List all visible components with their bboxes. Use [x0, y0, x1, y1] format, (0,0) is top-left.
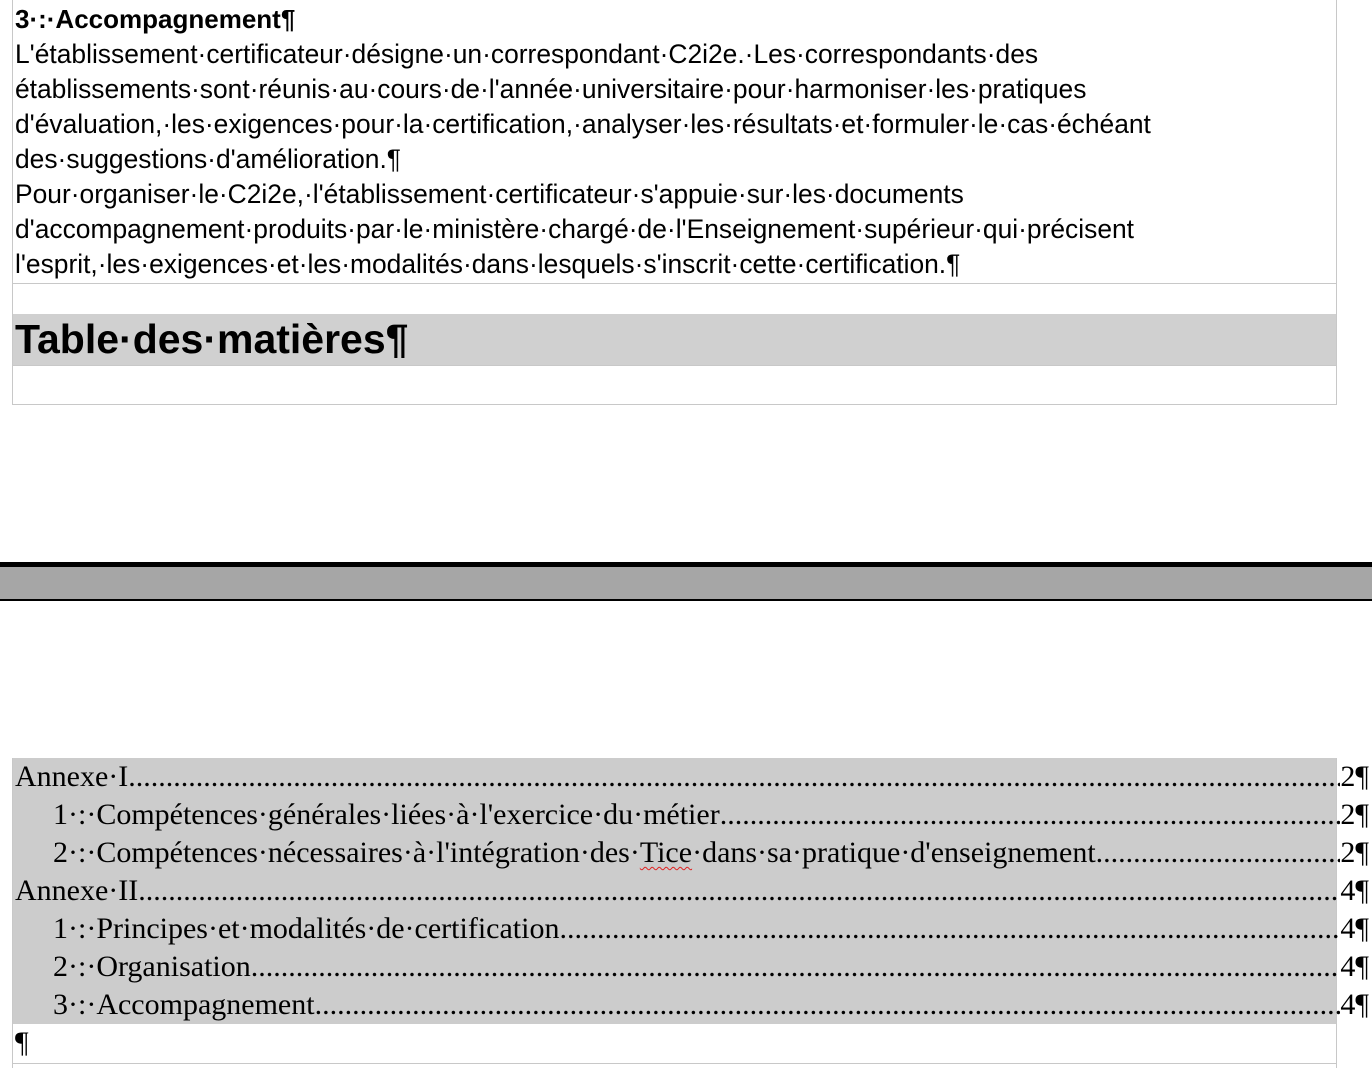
section-heading-accompagnement[interactable]: 3·:·Accompagnement¶ [15, 4, 296, 34]
paragraph-line: l'esprit,·les·exigences·et·les·modalités·dans·lesquels·s'inscrit·cette·certification.¶ [15, 249, 961, 279]
toc-entry-page: 4¶ [1340, 912, 1369, 945]
empty-paragraph-mark[interactable]: ¶ [15, 1026, 29, 1059]
table-of-contents [13, 758, 1369, 1024]
toc-leader-dots [128, 758, 1340, 796]
paragraph-line: établissements·sont·réunis·au·cours·de·l'année·universitaire·pour·harmoniser·les·pratiques [15, 74, 1087, 104]
toc-entry[interactable] [13, 986, 1369, 1024]
toc-entry[interactable] [13, 948, 1369, 986]
toc-entry-label-part: 2·:·Compétences·nécessaires·à·l'intégration·des· [53, 836, 640, 869]
toc-entry-label: Annexe·II [15, 874, 139, 907]
toc-entry[interactable] [13, 834, 1369, 872]
toc-leader-dots [559, 910, 1340, 948]
paragraph-line: L'établissement·certificateur·désigne·un·correspondant·C2i2e.·Les·correspondants·des [15, 39, 1039, 69]
toc-entry-page: 2¶ [1340, 760, 1369, 793]
toc-heading[interactable]: Table·des·matières¶ [15, 316, 409, 362]
toc-entry-label: Annexe·I [15, 760, 129, 793]
toc-leader-dots [138, 872, 1340, 910]
toc-entry-label: 3·:·Accompagnement [53, 988, 315, 1021]
toc-entry-page: 4¶ [1340, 950, 1369, 983]
toc-entry-page: 4¶ [1340, 988, 1369, 1021]
toc-entry[interactable] [13, 872, 1369, 910]
document-page-top [12, 0, 1337, 405]
toc-leader-dots [1096, 834, 1341, 872]
toc-entry-label [53, 834, 1096, 872]
toc-entry-page: 2¶ [1340, 798, 1369, 831]
toc-leader-dots [315, 986, 1341, 1024]
paragraph-line: Pour·organiser·le·C2i2e,·l'établissement·certificateur·s'appuie·sur·les·documents [15, 179, 964, 209]
paragraph-line: des·suggestions·d'amélioration.¶ [15, 144, 401, 174]
toc-entry[interactable] [13, 758, 1369, 796]
toc-entry[interactable] [13, 796, 1369, 834]
toc-entry-label-part: ·dans·sa·pratique·d'enseignement [692, 836, 1096, 869]
text-boundary-line [13, 283, 1336, 284]
toc-leader-dots [720, 796, 1341, 834]
toc-entry-label: 1·:·Compétences·générales·liées·à·l'exercice·du·métier [53, 798, 720, 831]
paragraph-organisation[interactable] [15, 177, 1134, 282]
toc-entry[interactable] [13, 910, 1369, 948]
toc-leader-dots [251, 948, 1341, 986]
paragraph-line: d'accompagnement·produits·par·le·ministère·chargé·de·l'Enseignement·supérieur·qui·précisent [15, 214, 1134, 244]
spelling-flagged-word[interactable]: Tice [639, 836, 693, 869]
toc-entry-label: 1·:·Principes·et·modalités·de·certification [53, 912, 560, 945]
text-boundary-line [13, 365, 1336, 366]
paragraph-correspondant[interactable] [15, 37, 1151, 177]
toc-entry-label: 2·:·Organisation [53, 950, 251, 983]
toc-entry-page: 2¶ [1340, 836, 1369, 869]
page-break-gap [0, 562, 1372, 601]
document-page-bottom [12, 758, 1369, 1068]
toc-entry-page: 4¶ [1340, 874, 1369, 907]
paragraph-line: d'évaluation,·les·exigences·pour·la·certification,·analyser·les·résultats·et·formuler·le·cas·échéant [15, 109, 1151, 139]
text-boundary-line [13, 1063, 1336, 1064]
